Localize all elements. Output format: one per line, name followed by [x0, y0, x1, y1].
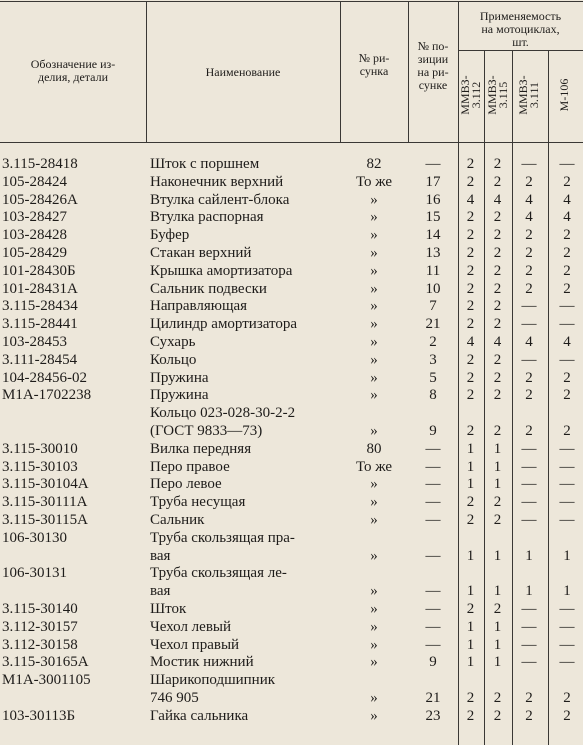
cell-code: 3.115-30010: [2, 440, 78, 457]
cell-pos: 13: [425, 245, 441, 261]
cell-b: 2: [493, 494, 502, 511]
table-row: [0, 689, 583, 707]
table-row: [0, 440, 583, 458]
cell-c: —: [521, 494, 537, 511]
cell-fig: »: [370, 423, 378, 439]
cell-name: Труба несущая: [150, 494, 246, 511]
cell-code: 105-28429: [2, 245, 67, 261]
cell-c: —: [521, 351, 537, 368]
table-row: [0, 386, 583, 404]
cell-c: 2: [525, 690, 533, 706]
table-row: [0, 226, 583, 244]
cell-pos: 8: [429, 387, 437, 404]
cell-pos: 10: [425, 280, 441, 297]
cell-c: —: [521, 654, 537, 671]
table-row: [0, 297, 583, 315]
table-row: [0, 493, 583, 511]
cell-a: 2: [466, 512, 475, 528]
cell-name: Наконечник верхний: [150, 173, 284, 190]
cell-pos: 3: [429, 351, 437, 368]
table-row: [0, 173, 583, 191]
cell-fig: »: [370, 583, 378, 600]
cell-d: 2: [563, 387, 571, 404]
cell-a: 2: [466, 369, 475, 386]
cell-b: 1: [493, 458, 502, 475]
cell-d: —: [559, 316, 575, 333]
cell-fig: »: [370, 690, 378, 706]
cell-pos: 2: [429, 334, 437, 350]
cell-pos: 21: [425, 316, 441, 333]
cell-name: Вилка передняя: [150, 440, 252, 457]
cell-fig: »: [370, 654, 378, 671]
cell-name: Втулка сайлент-блока: [150, 191, 290, 208]
cell-a: 2: [466, 494, 475, 511]
cell-fig: »: [370, 316, 378, 333]
cell-a: 2: [466, 209, 475, 226]
cell-name: Шарикоподшипник: [150, 672, 276, 689]
cell-b: 1: [493, 547, 502, 564]
cell-a: 2: [466, 173, 475, 190]
cell-b: 1: [493, 618, 502, 635]
cell-b: 2: [493, 227, 502, 244]
cell-pos: 9: [429, 654, 437, 671]
cell-a: 2: [466, 227, 475, 244]
cell-d: —: [559, 636, 575, 653]
cell-pos: —: [425, 494, 441, 511]
cell-b: 2: [493, 387, 502, 404]
cell-name: Мостик нижний: [150, 654, 254, 671]
cell-a: 2: [466, 707, 475, 724]
table-row: [0, 369, 583, 387]
cell-c: —: [521, 476, 537, 493]
cell-name: Труба скользящая пра-: [150, 529, 295, 546]
cell-code: 3.115-30140: [2, 601, 78, 617]
table-row: [0, 458, 583, 476]
cell-d: —: [559, 601, 575, 617]
cell-c: —: [521, 156, 537, 172]
cell-b: 2: [493, 298, 502, 315]
table-row: [0, 529, 583, 547]
cell-a: 4: [466, 334, 475, 350]
table-row: [0, 600, 583, 618]
cell-b: 1: [493, 654, 502, 671]
cell-a: 1: [466, 458, 475, 475]
cell-b: 2: [493, 156, 502, 172]
table-row: [0, 280, 583, 298]
table-row: [0, 191, 583, 209]
cell-fig: »: [370, 191, 378, 208]
cell-code: 3.115-30103: [2, 458, 78, 475]
header-moto-2: ММВЗ- 3.115: [485, 75, 510, 115]
cell-c: —: [521, 512, 537, 528]
cell-fig: »: [370, 476, 378, 493]
cell-c: 1: [525, 583, 533, 600]
cell-fig: »: [370, 601, 378, 617]
table-row: [0, 707, 583, 725]
cell-c: —: [521, 440, 537, 457]
cell-b: 2: [493, 262, 502, 279]
cell-b: 1: [493, 440, 502, 457]
cell-a: 1: [466, 654, 475, 671]
table-row: [0, 315, 583, 333]
cell-d: 1: [563, 583, 571, 600]
cell-pos: 9: [429, 423, 437, 439]
cell-d: —: [559, 298, 575, 315]
cell-d: —: [559, 440, 575, 457]
cell-d: —: [559, 351, 575, 368]
cell-fig: 80: [366, 440, 382, 457]
top-rule: [0, 1, 583, 2]
cell-a: 2: [466, 298, 475, 315]
cell-name: Цилиндр амортизатора: [150, 316, 298, 333]
cell-pos: 16: [425, 191, 441, 208]
cell-a: 1: [466, 440, 475, 457]
cell-code: 3.115-28434: [2, 298, 78, 315]
cell-fig: »: [370, 369, 378, 386]
cell-d: 4: [563, 209, 571, 226]
cell-b: 2: [493, 351, 502, 368]
cell-a: 2: [466, 156, 475, 172]
header-code: Обозначение из- делия, детали: [30, 57, 116, 84]
cell-fig: »: [370, 298, 378, 315]
cell-a: 1: [466, 476, 475, 493]
cell-c: 2: [525, 369, 533, 386]
cell-name: Буфер: [150, 227, 190, 244]
cell-d: 2: [563, 262, 571, 279]
header-bottom-rule: [0, 142, 583, 143]
cell-code: 3.115-30104А: [2, 476, 89, 493]
cell-b: 2: [493, 707, 502, 724]
cell-fig: То же: [355, 458, 393, 475]
cell-pos: 15: [425, 209, 441, 226]
cell-b: 1: [493, 583, 502, 600]
cell-pos: —: [425, 156, 441, 172]
cell-b: 4: [493, 334, 502, 350]
cell-a: 2: [466, 351, 475, 368]
cell-d: 4: [563, 191, 571, 208]
cell-code: 106-30130: [2, 529, 67, 546]
cell-name: Сальник: [150, 512, 205, 528]
cell-b: 2: [493, 690, 502, 706]
table-row: [0, 475, 583, 493]
cell-b: 2: [493, 173, 502, 190]
header-applicability: Применяемость на мотоциклах, шт.: [479, 9, 562, 49]
cell-d: —: [559, 618, 575, 635]
cell-name: вая: [150, 547, 171, 564]
cell-pos: —: [425, 547, 441, 564]
cell-a: 2: [466, 245, 475, 261]
cell-pos: 14: [425, 227, 441, 244]
cell-a: 4: [466, 191, 475, 208]
cell-a: 1: [466, 618, 475, 635]
cell-a: 2: [466, 690, 475, 706]
cell-d: 2: [563, 369, 571, 386]
cell-c: —: [521, 316, 537, 333]
cell-fig: »: [370, 245, 378, 261]
cell-name: Сухарь: [150, 334, 196, 350]
cell-b: 2: [493, 280, 502, 297]
cell-pos: 11: [425, 262, 441, 279]
cell-c: —: [521, 618, 537, 635]
cell-name: Чехол левый: [150, 618, 232, 635]
cell-pos: 7: [429, 298, 437, 315]
table-row: [0, 155, 583, 173]
cell-a: 2: [466, 280, 475, 297]
cell-c: 4: [525, 191, 533, 208]
cell-code: 101-28430Б: [2, 262, 76, 279]
cell-code: 3.111-28454: [2, 351, 78, 368]
cell-fig: »: [370, 618, 378, 635]
cell-pos: 17: [425, 173, 441, 190]
cell-code: 106-30131: [2, 565, 67, 582]
cell-d: —: [559, 156, 575, 172]
cell-fig: »: [370, 636, 378, 653]
cell-name: Перо правое: [150, 458, 230, 475]
cell-c: 2: [525, 280, 533, 297]
header-figure: № ри- сунка: [358, 51, 390, 78]
cell-code: М1А-3001105: [2, 672, 91, 689]
cell-fig: »: [370, 512, 378, 528]
cell-name: Гайка сальника: [150, 707, 249, 724]
cell-pos: 5: [429, 369, 437, 386]
cell-b: 2: [493, 209, 502, 226]
cell-c: —: [521, 458, 537, 475]
header-name: Наименование: [205, 65, 281, 79]
cell-code: 3.112-30158: [2, 636, 78, 653]
header-moto-4: М-106: [557, 78, 571, 112]
cell-fig: »: [370, 494, 378, 511]
cell-c: 2: [525, 707, 533, 724]
header-moto-1: ММВЗ- 3.112: [458, 75, 483, 115]
table-row: [0, 208, 583, 226]
cell-a: 2: [466, 423, 475, 439]
cell-code: 103-30113Б: [2, 707, 76, 724]
table-row: [0, 244, 583, 262]
cell-b: 2: [493, 601, 502, 617]
cell-pos: —: [425, 601, 441, 617]
cell-d: 2: [563, 280, 571, 297]
cell-c: 2: [525, 173, 533, 190]
cell-c: —: [521, 636, 537, 653]
cell-a: 1: [466, 547, 475, 564]
cell-pos: 21: [425, 690, 441, 706]
cell-c: 2: [525, 227, 533, 244]
cell-d: 2: [563, 227, 571, 244]
cell-b: 2: [493, 316, 502, 333]
cell-pos: —: [425, 458, 441, 475]
cell-code: М1А-1702238: [2, 387, 92, 404]
cell-d: —: [559, 476, 575, 493]
cell-d: —: [559, 512, 575, 528]
cell-a: 1: [466, 636, 475, 653]
cell-name: Пружина: [150, 387, 209, 404]
cell-c: 4: [525, 209, 533, 226]
cell-fig: »: [370, 547, 378, 564]
table-row: [0, 511, 583, 529]
cell-code: 3.115-30115А: [2, 512, 88, 528]
cell-pos: —: [425, 636, 441, 653]
cell-pos: 23: [425, 707, 441, 724]
cell-d: 1: [563, 547, 571, 564]
cell-code: 103-28428: [2, 227, 67, 244]
cell-name: Сальник подвески: [150, 280, 267, 297]
cell-code: 103-28453: [2, 334, 67, 350]
table-row: [0, 653, 583, 671]
table-row: [0, 404, 583, 422]
cell-name: Пружина: [150, 369, 209, 386]
cell-name: Кольцо 023-028-30-2-2: [150, 405, 296, 422]
cell-code: 101-28431А: [2, 280, 78, 297]
table-row: [0, 618, 583, 636]
cell-a: 2: [466, 601, 475, 617]
cell-d: 2: [563, 690, 571, 706]
cell-name: Шток с поршнем: [150, 156, 260, 172]
cell-name: Труба скользящая ле-: [150, 565, 287, 582]
cell-c: —: [521, 601, 537, 617]
cell-fig: То же: [355, 173, 393, 190]
cell-a: 2: [466, 387, 475, 404]
cell-name: 746 905: [150, 690, 199, 706]
cell-name: Направляющая: [150, 298, 248, 315]
cell-d: —: [559, 458, 575, 475]
cell-fig: »: [370, 334, 378, 350]
table-row: [0, 564, 583, 582]
table-row: [0, 671, 583, 689]
cell-code: 3.115-28418: [2, 156, 78, 172]
cell-name: Стакан верхний: [150, 245, 252, 261]
cell-name: вая: [150, 583, 171, 600]
cell-code: 105-28424: [2, 173, 67, 190]
table-row: [0, 582, 583, 600]
cell-d: 2: [563, 423, 571, 439]
table-row: [0, 333, 583, 351]
cell-d: —: [559, 654, 575, 671]
cell-pos: —: [425, 618, 441, 635]
cell-name: Перо левое: [150, 476, 222, 493]
cell-code: 103-28427: [2, 209, 67, 226]
cell-b: 2: [493, 369, 502, 386]
table-row: [0, 422, 583, 440]
cell-c: 2: [525, 387, 533, 404]
cell-fig: »: [370, 227, 378, 244]
cell-pos: —: [425, 476, 441, 493]
cell-code: 3.115-30165А: [2, 654, 89, 671]
cell-b: 2: [493, 423, 502, 439]
cell-b: 2: [493, 245, 502, 261]
cell-c: 1: [525, 547, 533, 564]
cell-code: 3.115-28441: [2, 316, 78, 333]
cell-a: 1: [466, 583, 475, 600]
cell-d: 2: [563, 707, 571, 724]
cell-name: Чехол правый: [150, 636, 240, 653]
cell-code: 104-28456-02: [2, 369, 87, 386]
cell-a: 2: [466, 316, 475, 333]
cell-pos: —: [425, 440, 441, 457]
cell-fig: »: [370, 707, 378, 724]
cell-name: Шток: [150, 601, 187, 617]
cell-pos: —: [425, 512, 441, 528]
header-moto-3: ММВЗ- 3.111: [516, 75, 541, 115]
cell-b: 4: [493, 191, 502, 208]
cell-c: 2: [525, 262, 533, 279]
header-position: № по- зиции на ри- сунке: [417, 39, 449, 92]
cell-code: 3.115-30111А: [2, 494, 88, 511]
cell-d: 2: [563, 245, 571, 261]
cell-fig: »: [370, 262, 378, 279]
cell-c: —: [521, 298, 537, 315]
cell-c: 4: [525, 334, 533, 350]
cell-b: 2: [493, 512, 502, 528]
cell-c: 2: [525, 245, 533, 261]
cell-pos: —: [425, 583, 441, 600]
cell-b: 1: [493, 636, 502, 653]
cell-code: 105-28426А: [2, 191, 78, 208]
cell-fig: »: [370, 351, 378, 368]
cell-code: 3.112-30157: [2, 618, 78, 635]
cell-c: 2: [525, 423, 533, 439]
table-row: [0, 351, 583, 369]
cell-b: 1: [493, 476, 502, 493]
cell-fig: »: [370, 209, 378, 226]
cell-d: 4: [563, 334, 571, 350]
cell-fig: »: [370, 387, 378, 404]
cell-a: 2: [466, 262, 475, 279]
table-row: [0, 636, 583, 654]
cell-d: 2: [563, 173, 571, 190]
cell-name: Кольцо: [150, 351, 197, 368]
cell-fig: 82: [366, 156, 382, 172]
table-row: [0, 262, 583, 280]
table-row: [0, 547, 583, 565]
cell-name: Крышка амортизатора: [150, 262, 293, 279]
cell-fig: »: [370, 280, 378, 297]
cell-name: (ГОСТ 9833—73): [150, 423, 263, 439]
cell-d: —: [559, 494, 575, 511]
cell-name: Втулка распорная: [150, 209, 264, 226]
